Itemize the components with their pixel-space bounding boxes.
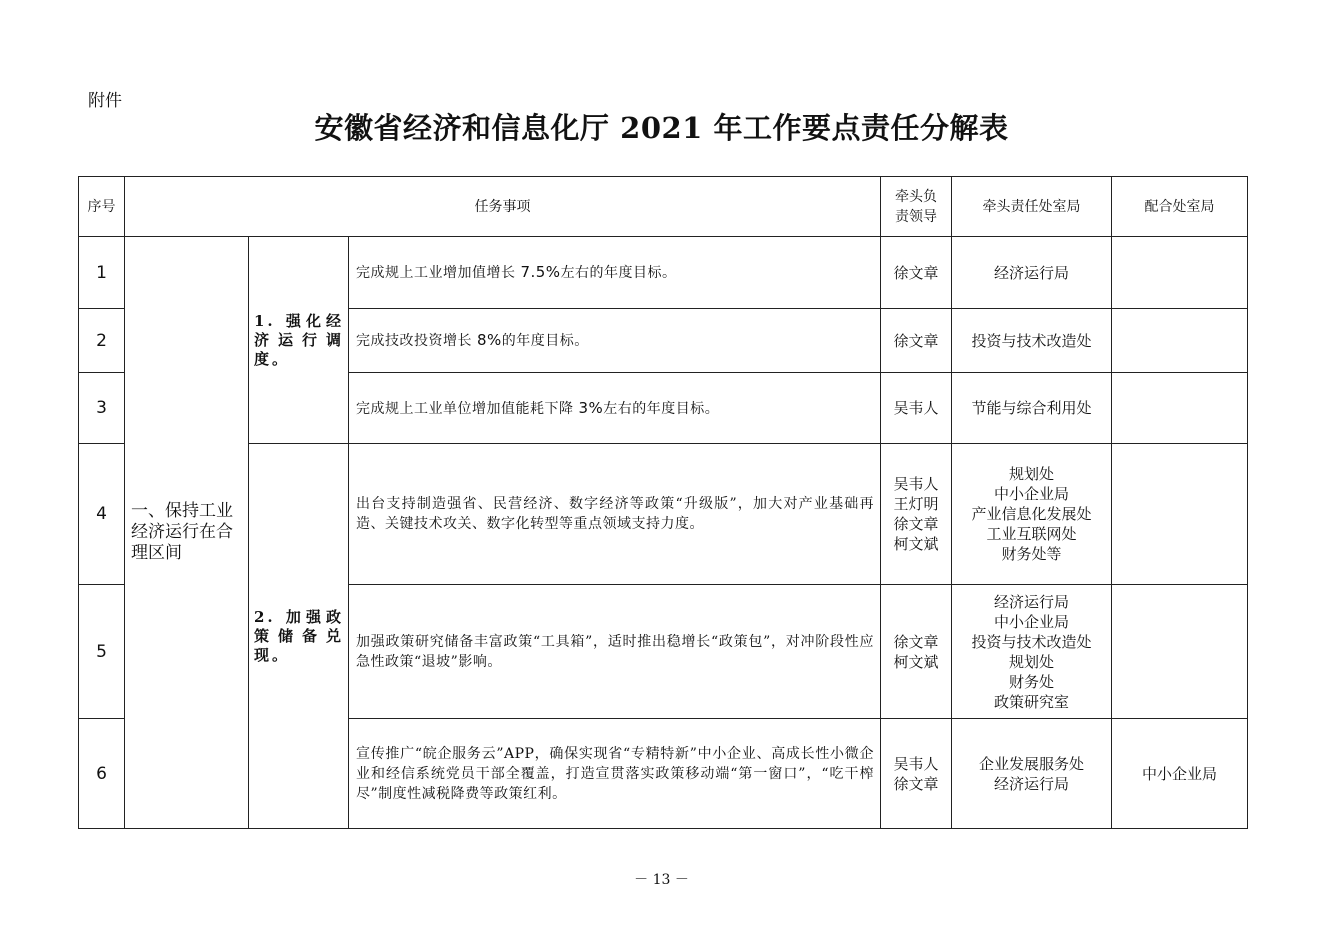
task-figure: 8%	[476, 331, 502, 349]
header-lead-dept: 牵头责任处室局	[952, 177, 1112, 237]
leader-name: 徐文章	[893, 515, 939, 533]
leader-name: 吴韦人	[893, 754, 939, 773]
lead-dept-cell	[952, 585, 1112, 719]
header-task: 任务事项	[125, 177, 881, 237]
task-text: 的年度目标。	[501, 333, 589, 349]
lead-dept-cell	[952, 719, 1112, 829]
dept-name: 工业互联网处	[986, 525, 1077, 543]
dept-name: 财务处等	[1001, 545, 1062, 563]
leader-name: 王灯明	[893, 495, 939, 513]
task-text: 完成规上工业增加值增长	[356, 265, 521, 281]
coop-dept-cell: 中小企业局	[1112, 719, 1248, 829]
subcategory-cell: 2. 加强政策储备兑现。	[249, 444, 349, 829]
coop-dept-cell	[1112, 585, 1248, 719]
leader-cell	[881, 237, 952, 309]
leader-name: 柯文斌	[893, 535, 939, 553]
task-cell: 宣传推广“皖企服务云”APP，确保实现省“专精特新”中小企业、高成长性小微企业和经信系统党员干部全覆盖，打造宣贯落实政策移动端“第一窗口”，“吃干榨尽”制度性减税降费等政策红利。	[349, 719, 881, 829]
lead-dept-cell	[952, 309, 1112, 373]
dept-name: 规划处	[1008, 652, 1054, 671]
leader-cell	[881, 309, 952, 373]
task-cell: 出台支持制造强省、民营经济、数字经济等政策“升级版”，加大对产业基础再造、关键技术攻关、数字化转型等重点领域支持力度。	[349, 444, 881, 585]
task-cell	[349, 309, 881, 373]
dept-name: 经济运行局	[993, 592, 1069, 611]
lead-dept-cell	[952, 444, 1112, 585]
leader-name: 吴韦人	[893, 475, 939, 493]
dept-name: 投资与技术改造处	[971, 632, 1092, 651]
coop-dept-cell	[1112, 444, 1248, 585]
task-cell: 加强政策研究储备丰富政策“工具箱”，适时推出稳增长“政策包”，对冲阶段性应急性政策“退坡”影响。	[349, 585, 881, 719]
lead-dept-cell	[952, 237, 1112, 309]
category-cell: 一、保持工业经济运行在合理区间	[125, 237, 249, 829]
coop-dept-cell	[1112, 237, 1248, 309]
task-text: 左右的年度目标。	[603, 400, 720, 417]
leader-name: 徐文章	[893, 632, 939, 651]
header-leader-line2: 责领导	[895, 208, 937, 225]
table-row	[79, 444, 1248, 585]
dept-name: 政策研究室	[993, 692, 1069, 711]
row-number: 4	[79, 444, 125, 585]
document-title: 安徽省经济和信息化厅 2021 年工作要点责任分解表	[314, 111, 1009, 145]
responsibility-table	[78, 176, 1248, 829]
leader-name: 徐文章	[893, 331, 939, 350]
leader-cell	[881, 444, 952, 585]
row-number: 3	[79, 373, 125, 444]
leader-name: 柯文斌	[893, 652, 939, 671]
header-seq: 序号	[79, 177, 125, 237]
row-number: 6	[79, 719, 125, 829]
dept-name: 中小企业局	[993, 612, 1069, 631]
row-number: 2	[79, 309, 125, 373]
leader-cell	[881, 373, 952, 444]
dept-name: 产业信息化发展处	[971, 505, 1092, 523]
task-cell	[349, 373, 881, 444]
task-figure: 3%	[578, 398, 604, 417]
subcategory-cell: 1. 强化经济运行调度。	[249, 237, 349, 444]
task-cell	[349, 237, 881, 309]
coop-dept-cell	[1112, 309, 1248, 373]
task-figure: 7.5%	[520, 263, 561, 281]
header-row	[79, 177, 1248, 237]
dept-name: 经济运行局	[993, 263, 1069, 282]
leader-name: 徐文章	[893, 263, 939, 282]
dept-name: 经济运行局	[993, 774, 1069, 793]
leader-name: 吴韦人	[893, 399, 939, 417]
dept-name: 节能与综合利用处	[971, 399, 1092, 417]
leader-cell	[881, 585, 952, 719]
page-number: － 13 －	[634, 872, 689, 888]
dept-name: 中小企业局	[993, 485, 1069, 503]
lead-dept-cell	[952, 373, 1112, 444]
header-coop-dept: 配合处室局	[1112, 177, 1248, 237]
attachment-label: 附件	[88, 91, 122, 111]
row-number: 5	[79, 585, 125, 719]
dept-name: 规划处	[1008, 465, 1054, 483]
leader-cell	[881, 719, 952, 829]
coop-dept-cell	[1112, 373, 1248, 444]
dept-name: 企业发展服务处	[978, 754, 1084, 773]
dept-name: 财务处	[1008, 672, 1054, 691]
header-leader-line1: 牵头负	[895, 188, 937, 205]
table-row	[79, 237, 1248, 309]
dept-name: 投资与技术改造处	[971, 331, 1092, 350]
leader-name: 徐文章	[893, 774, 939, 793]
header-leader	[881, 177, 952, 237]
task-text: 完成规上工业单位增加值能耗下降	[356, 400, 579, 417]
row-number: 1	[79, 237, 125, 309]
task-text: 左右的年度目标。	[560, 265, 677, 281]
task-text: 完成技改投资增长	[356, 333, 477, 349]
